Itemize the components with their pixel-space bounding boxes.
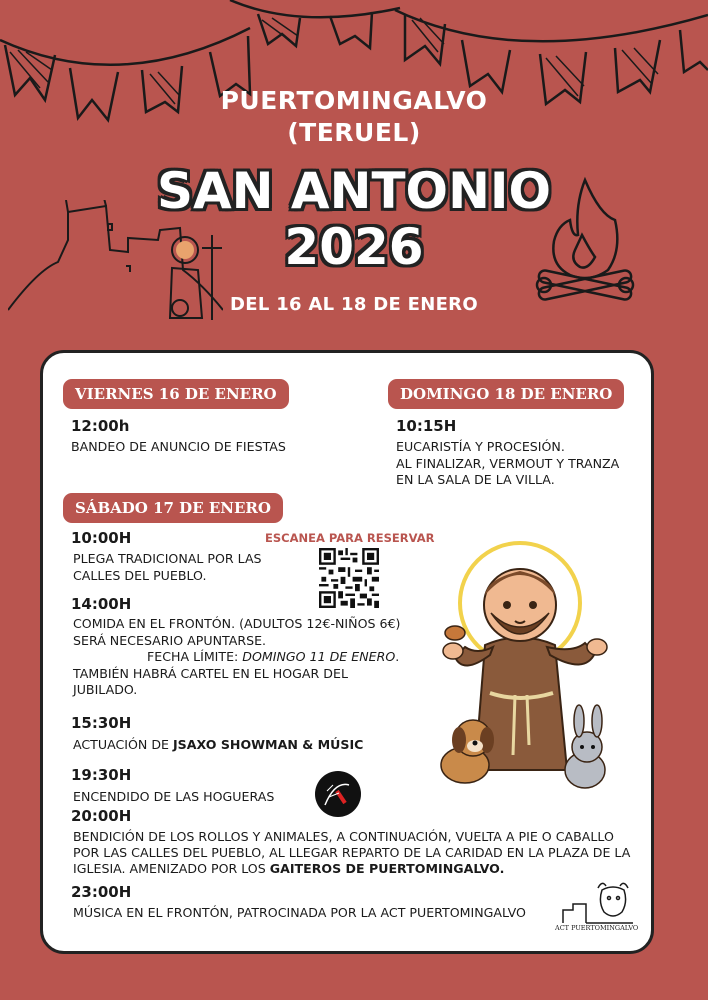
event-description: BENDICIÓN DE LOS ROLLOS Y ANIMALES, A CONTINUACIÓN, VUELTA A PIE O CABALLO POR LAS CALLES DEL PUEBLO, AL LLEGAR REPARTO DE LA CARIDAD EN LA PLAZA DE LA IGLESIA. AMENIZADO POR LOS GAITEROS DE PUERTOMINGALVO.: [73, 829, 631, 876]
event-time: 15:30H: [71, 714, 132, 732]
schedule-card: [40, 350, 654, 954]
event-description: BANDEO DE ANUNCIO DE FIESTAS: [71, 439, 286, 454]
saint-anthony-illustration: [435, 535, 625, 795]
event-description: COMIDA EN EL FRONTÓN. (ADULTOS 12€-NIÑOS 6€) SERÁ NECESARIO APUNTARSE. FECHA LÍMITE: DOMINGO 11 DE ENERO. TAMBIÉN HABRÁ CARTEL EN EL HOGAR DEL JUBILADO.: [73, 616, 401, 697]
event-year: 2026: [284, 218, 424, 276]
event-time: 23:00H: [71, 883, 132, 901]
act-bull-logo: [558, 878, 638, 928]
saturday-label: SÁBADO 17 DE ENERO: [63, 493, 283, 523]
gaiteros-logo: [315, 771, 361, 817]
sunday-label: DOMINGO 18 DE ENERO: [388, 379, 624, 409]
event-description: PLEGA TRADICIONAL POR LAS CALLES DEL PUEBLO.: [73, 551, 262, 583]
qr-code[interactable]: [319, 548, 379, 608]
event-time: 14:00H: [71, 595, 132, 613]
event-time: 10:00H: [71, 529, 132, 547]
event-description: ACTUACIÓN DE JSAXO SHOWMAN & MÚSIC: [73, 737, 364, 752]
event-time: 19:30H: [71, 766, 132, 784]
event-title: SAN ANTONIO: [156, 162, 552, 220]
qr-label: ESCANEA PARA RESERVAR: [265, 531, 435, 545]
event-time: 20:00H: [71, 807, 132, 825]
town-name: PUERTOMINGALVO: [220, 86, 488, 115]
event-description: EUCARISTÍA Y PROCESIÓN. AL FINALIZAR, VERMOUT Y TRANZA EN LA SALA DE LA VILLA.: [396, 439, 620, 487]
friday-label: VIERNES 16 DE ENERO: [63, 379, 289, 409]
event-description: MÚSICA EN EL FRONTÓN, PATROCINADA POR LA ACT PUERTOMINGALVO: [73, 905, 526, 920]
province-name: (TERUEL): [287, 118, 421, 147]
event-time: 12:00h: [71, 417, 130, 435]
event-description: ENCENDIDO DE LAS HOGUERAS: [73, 789, 275, 804]
event-time: 10:15H: [396, 417, 457, 435]
event-dates: DEL 16 AL 18 DE ENERO: [230, 294, 478, 315]
act-logo-text: ACT PUERTOMINGALVO: [555, 924, 639, 932]
